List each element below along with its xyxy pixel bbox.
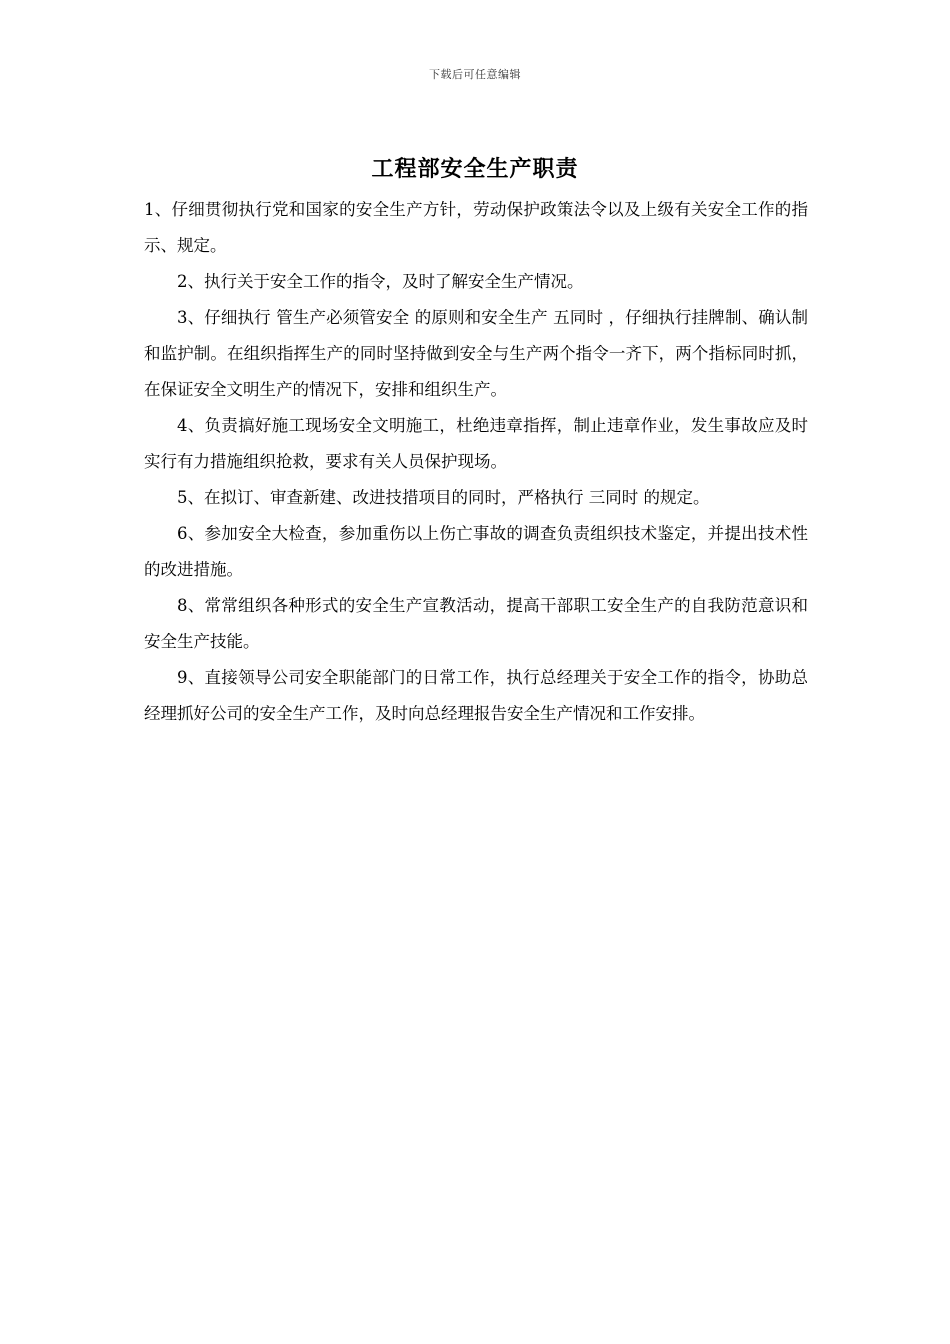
document-body — [144, 192, 808, 732]
paragraph-9: 9、直接领导公司安全职能部门的日常工作，执行总经理关于安全工作的指令，协助总经理抓好公司的安全生产工作，及时向总经理报告安全生产情况和工作安排。 — [144, 668, 808, 723]
document-title: 工程部安全生产职责 — [371, 156, 579, 182]
paragraph-1: 1、仔细贯彻执行党和国家的安全生产方针，劳动保护政策法令以及上级有关安全工作的指示、规定。 — [144, 200, 808, 255]
paragraph-3: 3、仔细执行 管生产必须管安全 的原则和安全生产 五同时 ，仔细执行挂牌制、确认制和监护制。在组织指挥生产的同时坚持做到安全与生产两个指令一齐下，两个指标同时抓，在保证安全文明生产的情况下，安排和组织生产。 — [144, 308, 808, 399]
paragraph-4: 4、负责搞好施工现场安全文明施工，杜绝违章指挥，制止违章作业，发生事故应及时实行有力措施组织抢救，要求有关人员保护现场。 — [144, 416, 808, 471]
paragraph-6: 6、参加安全大检查，参加重伤以上伤亡事故的调查负责组织技术鉴定，并提出技术性的改进措施。 — [144, 524, 808, 579]
paragraph-5: 5、在拟订、审查新建、改进技措项目的同时，严格执行 三同时 的规定。 — [177, 488, 710, 507]
header-note: 下载后可任意编辑 — [429, 68, 521, 81]
paragraph-8: 8、常常组织各种形式的安全生产宣教活动，提高干部职工安全生产的自我防范意识和安全生产技能。 — [144, 596, 808, 651]
paragraph-2: 2、执行关于安全工作的指令，及时了解安全生产情况。 — [177, 272, 584, 291]
